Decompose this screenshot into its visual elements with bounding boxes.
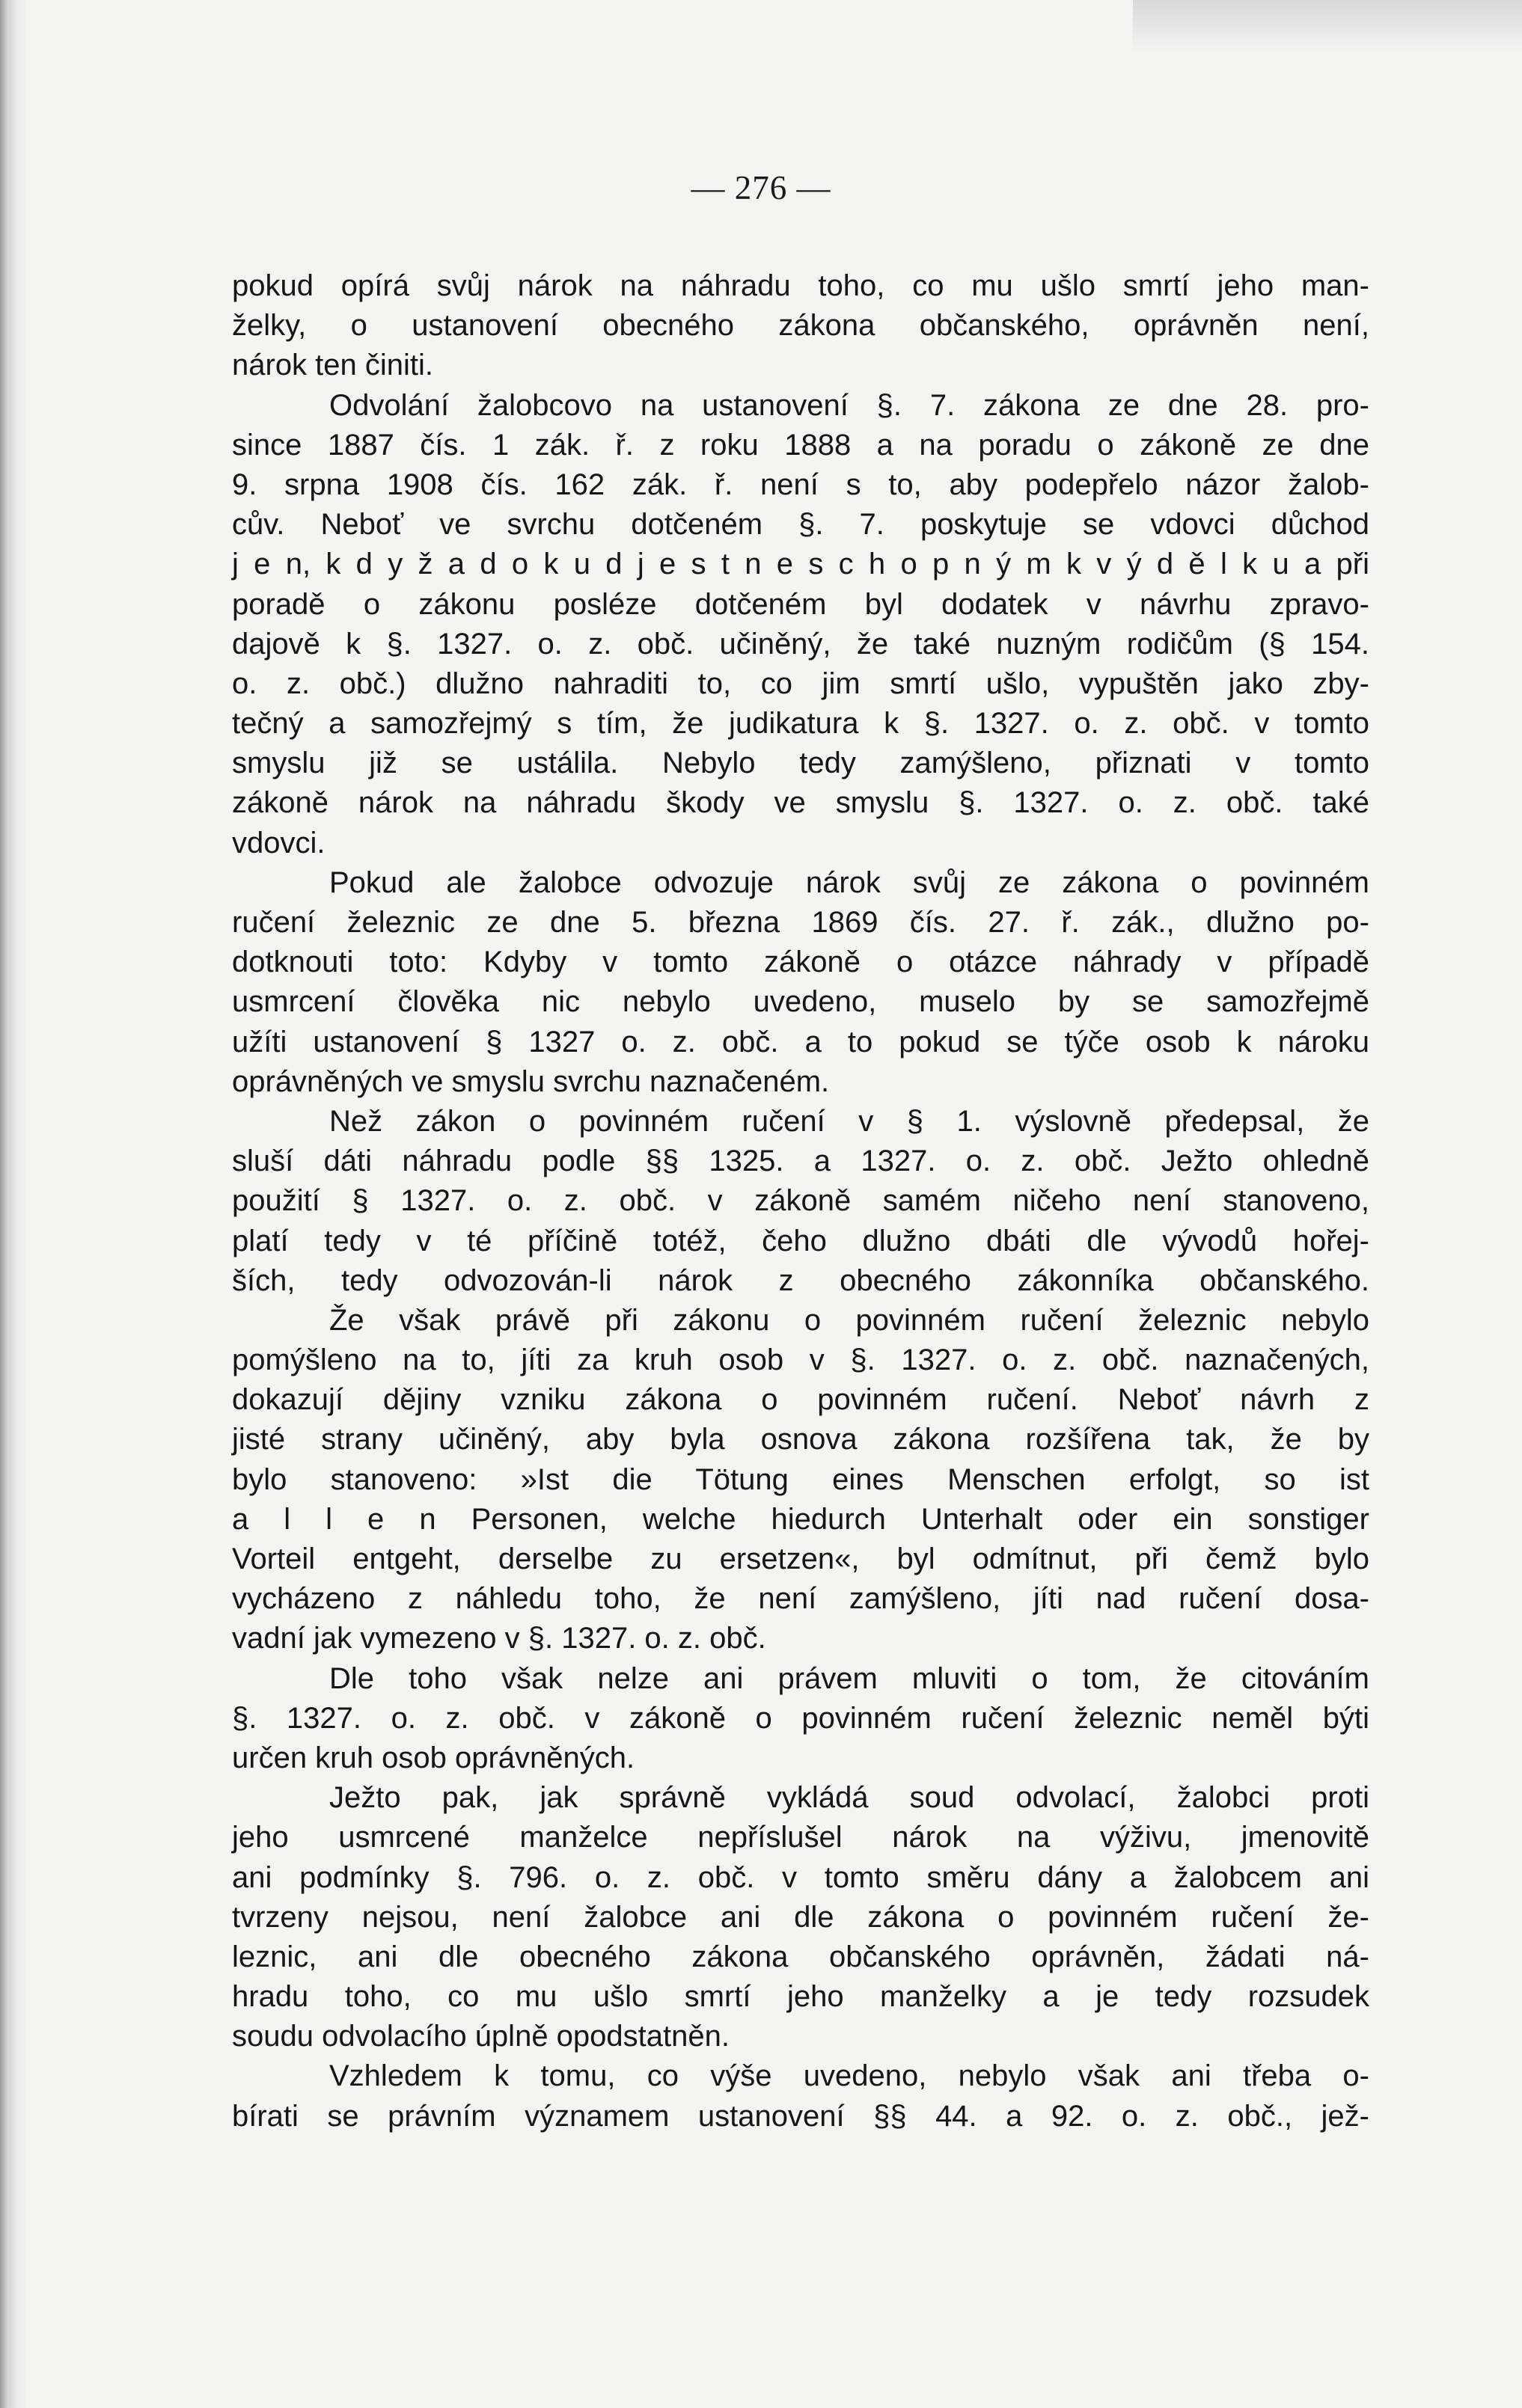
text-line: dajově k §. 1327. o. z. obč. učiněný, že také nuzným rodičům (§ 154.: [232, 627, 1369, 661]
text-line: §. 1327. o. z. obč. v zákoně o povinném ručení železnic neměl býti: [232, 1701, 1369, 1735]
text-line: Odvolání žalobcovo na ustanovení §. 7. zákona ze dne 28. pro-: [329, 388, 1369, 422]
text-line: a l l e n Personen, welche hiedurch Unterhalt oder ein sonstiger: [232, 1502, 1369, 1536]
text-line: ších, tedy odvozován-li nárok z obecného zákonníka občanského.: [232, 1263, 1369, 1297]
text-line: ani podmínky §. 796. o. z. obč. v tomto směru dány a žalobcem ani: [232, 1860, 1369, 1894]
binding-shadow: [0, 0, 27, 2408]
text-line: platí tedy v té příčině totéž, čeho dlužno dbáti dle vývodů hořej-: [232, 1224, 1369, 1257]
text-line: since 1887 čís. 1 zák. ř. z roku 1888 a na poradu o zákoně ze dne: [232, 428, 1369, 462]
text-line: usmrcení člověka nic nebylo uvedeno, muselo by se samozřejmě: [232, 985, 1369, 1019]
text-line: leznic, ani dle obecného zákona občanského oprávněn, žádati ná-: [232, 1940, 1369, 1973]
text-line: Ježto pak, jak správně vykládá soud odvolací, žalobci proti: [329, 1781, 1369, 1815]
text-line: vdovci.: [232, 826, 326, 860]
text-line: pokud opírá svůj nárok na náhradu toho, co mu ušlo smrtí jeho man-: [232, 269, 1369, 302]
top-edge-shadow: [1133, 0, 1522, 52]
text-line: nárok ten činiti.: [232, 349, 434, 382]
text-line: zákoně nárok na náhradu škody ve smyslu §. 1327. o. z. obč. také: [232, 786, 1369, 820]
text-line: o. z. obč.) dlužno nahraditi to, co jim smrtí ušlo, vypuštěn jako zby-: [232, 667, 1369, 700]
text-line: Že však právě při zákonu o povinném ručení železnic nebylo: [329, 1303, 1369, 1337]
text-line: dotknouti toto: Kdyby v tomto zákoně o otázce náhrady v případě: [232, 946, 1369, 979]
text-line: Než zákon o povinném ručení v § 1. výslovně předepsal, že: [329, 1104, 1369, 1138]
body-text: [232, 266, 1369, 2136]
text-line: želky, o ustanovení obecného zákona občanského, oprávněn není,: [232, 309, 1369, 343]
text-line: vadní jak vymezeno v §. 1327. o. z. obč.: [232, 1622, 766, 1655]
text-line: vycházeno z náhledu toho, že není zamýšleno, jíti nad ručení dosa-: [232, 1582, 1369, 1616]
text-line: ručení železnic ze dne 5. března 1869 čís. 27. ř. zák., dlužno po-: [232, 906, 1369, 939]
text-line: Vorteil entgeht, derselbe zu ersetzen«, byl odmítnut, při čemž bylo: [232, 1542, 1369, 1575]
text-line: cův. Neboť ve svrchu dotčeném §. 7. poskytuje se vdovci důchod: [232, 508, 1369, 542]
text-line: tvrzeny nejsou, není žalobce ani dle zákona o povinném ručení že-: [232, 1900, 1369, 1934]
page-number: — 276 —: [691, 169, 831, 206]
text-line: užíti ustanovení § 1327 o. z. obč. a to pokud se týče osob k nároku: [232, 1025, 1369, 1059]
text-line: pomýšleno na to, jíti za kruh osob v §. 1327. o. z. obč. naznačených,: [232, 1344, 1369, 1377]
text-line: Dle toho však nelze ani právem mluviti o tom, že citováním: [329, 1661, 1369, 1695]
text-line: poradě o zákonu posléze dotčeném byl dodatek v návrhu zpravo-: [232, 587, 1369, 621]
text-line: 9. srpna 1908 čís. 162 zák. ř. není s to, aby podepřelo názor žalob-: [232, 468, 1369, 501]
text-line: jisté strany učiněný, aby byla osnova zákona rozšířena tak, že by: [232, 1423, 1369, 1456]
text-line: Pokud ale žalobce odvozuje nárok svůj ze zákona o povinném: [329, 866, 1369, 899]
text-line: jeho usmrcené manželce nepříslušel nárok na výživu, jmenovitě: [232, 1821, 1369, 1854]
text-line: určen kruh osob oprávněných.: [232, 1741, 635, 1774]
text-line: smyslu již se ustálila. Nebylo tedy zamýšleno, přiznati v tomto: [232, 747, 1369, 780]
text-line: j e n, k d y ž a d o k u d j e s t n e s c h o p n ý m k v ý d ě l k u a při: [232, 548, 1369, 581]
text-line: bírati se právním významem ustanovení §§ 44. a 92. o. z. obč., jež-: [232, 2099, 1369, 2133]
text-line: použití § 1327. o. z. obč. v zákoně samém ničeho není stanoveno,: [232, 1184, 1369, 1218]
text-line: Vzhledem k tomu, co výše uvedeno, nebylo však ani třeba o-: [329, 2059, 1369, 2093]
text-line: oprávněných ve smyslu svrchu naznačeném.: [232, 1064, 830, 1098]
text-line: dokazují dějiny vzniku zákona o povinném ručení. Neboť návrh z: [232, 1383, 1369, 1417]
text-line: soudu odvolacího úplně opodstatněn.: [232, 2020, 730, 2053]
text-line: hradu toho, co mu ušlo smrtí jeho manželky a je tedy rozsudek: [232, 1980, 1369, 2014]
text-line: tečný a samozřejmý s tím, že judikatura k §. 1327. o. z. obč. v tomto: [232, 707, 1369, 741]
text-line: bylo stanoveno: »Ist die Tötung eines Menschen erfolgt, so ist: [232, 1462, 1369, 1496]
text-line: sluší dáti náhradu podle §§ 1325. a 1327. o. z. obč. Ježto ohledně: [232, 1145, 1369, 1178]
